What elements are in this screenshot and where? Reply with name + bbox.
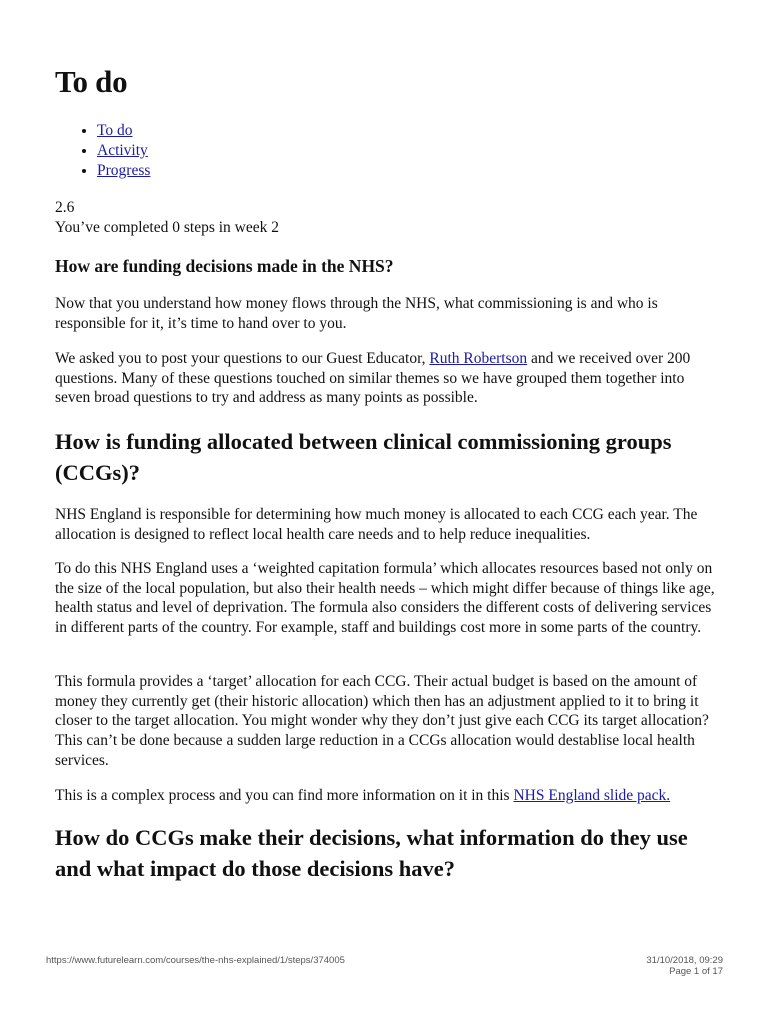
paragraph-questions <box>55 349 720 408</box>
paragraph-slide-pack-text: This is a complex process and you can find more information on it in this <box>55 787 514 804</box>
step-info <box>55 198 279 238</box>
step-progress-text: You’ve completed 0 steps in week 2 <box>55 219 280 236</box>
nav-item-progress <box>97 161 150 181</box>
paragraph-nhs-england-responsibility: NHS England is responsible for determining how much money is allocated to each CCG each year. The allocation is designed to reflect local health care needs and to help reduce inequalities. <box>55 506 698 543</box>
nav-link-progress[interactable]: Progress <box>97 162 151 179</box>
footer-meta <box>646 955 723 977</box>
paragraph-questions-text-b: and we received over 200 questions. Many of these questions touched on similar themes so we have grouped them together into seven broad questions to try and address as many points as possible. <box>55 350 691 407</box>
section-heading-funding-allocation: How is funding allocated between clinical commissioning groups (CCGs)? <box>55 429 672 485</box>
nav-link-activity[interactable]: Activity <box>97 142 148 159</box>
nav-item-activity <box>97 141 150 161</box>
paragraph-intro: Now that you understand how money flows through the NHS, what commissioning is and who is responsible for it, it’s time to hand over to you. <box>55 295 658 332</box>
section-heading-funding-decisions: How are funding decisions made in the NHS? <box>55 256 394 276</box>
step-number: 2.6 <box>55 199 75 216</box>
page-title: To do <box>55 64 128 99</box>
paragraph-questions-text-a: We asked you to post your questions to our Guest Educator, <box>55 350 430 367</box>
paragraph-weighted-capitation: To do this NHS England uses a ‘weighted capitation formula’ which allocates resources based not only on the size of the local population, but also their health needs – which might differ because of things like age, health status and level of deprivation. The formula also considers the different costs of delivering services in different parts of the country. For example, staff and buildings cost more in some parts of the country. <box>55 560 715 637</box>
footer-url: https://www.futurelearn.com/courses/the-nhs-explained/1/steps/374005 <box>46 955 345 966</box>
paragraph-target-allocation: This formula provides a ‘target’ allocation for each CCG. Their actual budget is based on the amount of money they currently get (their historic allocation) which then has an adjustment applied to it to bring it closer to the target allocation. You might wonder why they don’t just give each CCG its target allocation? This can’t be done because a sudden large reduction in a CCGs allocation would destablise local health services. <box>55 673 709 769</box>
step-navigation <box>55 121 150 181</box>
footer-page-number: Page 1 of 17 <box>669 966 723 977</box>
guest-educator-link[interactable]: Ruth Robertson <box>429 350 528 367</box>
nhs-england-slide-pack-link[interactable]: NHS England slide pack. <box>513 787 671 804</box>
nav-link-to-do[interactable]: To do <box>97 122 133 139</box>
paragraph-slide-pack <box>55 786 720 806</box>
section-heading-ccg-decisions: How do CCGs make their decisions, what information do they use and what impact do those decisions have? <box>55 825 688 881</box>
footer-datetime: 31/10/2018, 09:29 <box>646 955 723 966</box>
nav-item-to-do <box>97 121 150 141</box>
